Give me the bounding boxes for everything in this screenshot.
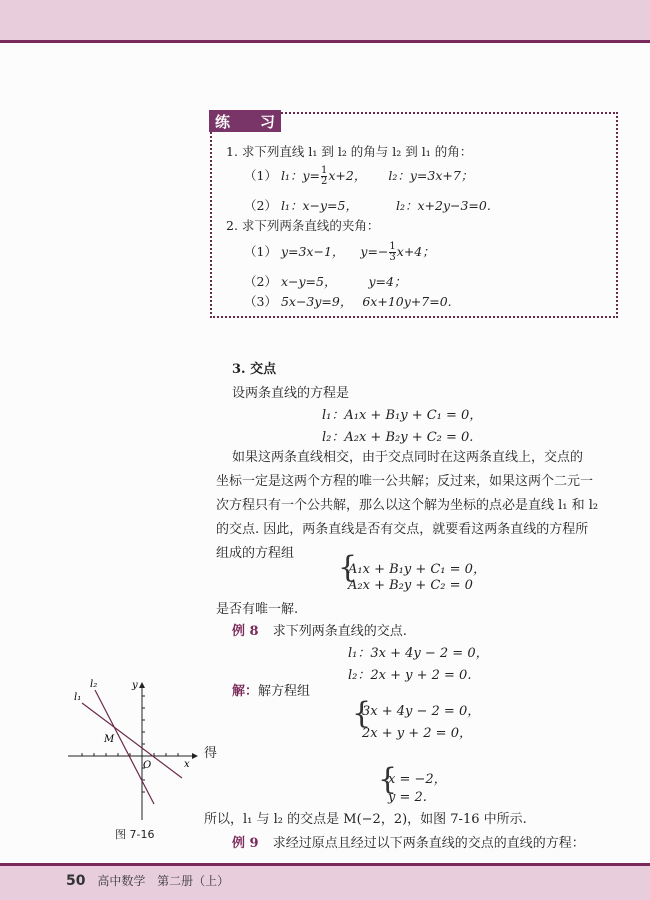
book-volume: 第二册（上） [157, 874, 230, 888]
example8-l1: l₁：3x + 4y − 2 = 0， [348, 646, 489, 661]
exercise-q2-item-1 [244, 242, 435, 263]
item-num: （3） [244, 294, 277, 309]
exercise-title-left: 练 [215, 112, 231, 131]
result-y: y = 2. [388, 790, 427, 805]
exercise-q1-item-2 [244, 196, 491, 214]
eq-part: l₂：y=3x+7； [388, 168, 474, 183]
exercise-q2-item-2 [244, 272, 406, 290]
label-x: x [184, 759, 190, 770]
eq-part: l₁：x−y=5， [280, 198, 358, 213]
eq-part: l₂：x+2y−3=0. [395, 198, 491, 213]
eq-part: y=3x−1， [280, 244, 345, 259]
example8-label: 例 8 [232, 624, 259, 639]
conclusion: 所以，l₁ 与 l₂ 的交点是 M(−2，2)，如图 7-16 中所示. [204, 812, 527, 827]
eq-part: 5x−3y=9， [280, 294, 353, 309]
example8-l2: l₂：2x + y + 2 = 0. [348, 668, 472, 683]
solution-label: 解： [232, 684, 259, 699]
eq-part: 6x+10y+7=0. [362, 294, 452, 309]
label-M: M [104, 734, 115, 745]
label-l1: l₁ [74, 692, 82, 703]
eq-part: x−y=5， [280, 274, 337, 289]
label-l2: l₂ [90, 679, 98, 690]
exercise-q2-label [226, 216, 379, 234]
item-num: （1） [244, 168, 277, 183]
figure-caption: 图 7-16 [115, 828, 155, 841]
eq-part: y=− [360, 244, 389, 259]
example9-text: 求经过原点且经过以下两条直线的交点的直线的方程： [272, 836, 585, 851]
eq-part: l₁：y= [280, 168, 320, 183]
item-num: （2） [244, 198, 277, 213]
solution-heading [232, 680, 310, 699]
paragraph-line: 的交点. 因此，两条直线是否有交点，就要看这两条直线的方程所 [216, 522, 589, 537]
top-band [0, 0, 650, 40]
system-eq-1: A₁x + B₁y + C₁ = 0， [348, 562, 486, 577]
paragraph-line: 坐标一定是这两个方程的唯一公共解；反过来，如果这两个二元一 [216, 474, 594, 489]
section-after: 是否有唯一解. [216, 602, 299, 617]
exercise-title-right: 习 [259, 112, 275, 131]
brace: { [338, 550, 358, 585]
brace: { [352, 696, 372, 731]
label-O: O [143, 760, 152, 771]
item-num: （2） [244, 274, 277, 289]
eq-part: y=4； [368, 274, 407, 289]
top-rule [0, 40, 650, 43]
label-y: y [132, 680, 138, 691]
q2-text: 2. 求下列两条直线的夹角： [226, 218, 380, 233]
eq-part: x+4； [396, 244, 435, 259]
brace: { [378, 762, 398, 797]
system-eq-2: A₂x + B₂y + C₂ = 0 [348, 578, 473, 593]
footer [66, 872, 237, 889]
q1-text: 1. 求下列直线 l₁ 到 l₂ 的角与 l₂ 到 l₁ 的角： [226, 144, 473, 159]
equation-l1: l₁：A₁x + B₁y + C₁ = 0， [322, 408, 483, 423]
figure-7-16 [60, 670, 210, 850]
section-intro: 设两条直线的方程是 [232, 386, 350, 401]
de-text: 得 [204, 746, 218, 761]
paragraph-line: 如果这两条直线相交，由于交点同时在这两条直线上，交点的 [232, 450, 584, 465]
eq-part: x+2， [328, 168, 367, 183]
example8-text: 求下列两条直线的交点. [272, 624, 407, 639]
exercise-q1-item-1 [244, 166, 473, 187]
example9-heading [232, 832, 585, 851]
fraction: $\frac{1}{3}$ [389, 241, 396, 263]
exercise-header [209, 110, 281, 132]
page-number: 50 [66, 873, 86, 889]
equation-l2: l₂：A₂x + B₂y + C₂ = 0. [322, 430, 474, 445]
item-num: （1） [244, 244, 277, 259]
result-x: x = −2， [388, 772, 447, 787]
example8-heading [232, 620, 407, 639]
example9-label: 例 9 [232, 836, 259, 851]
solution-text: 解方程组 [258, 684, 311, 699]
book-title: 高中数学 [97, 874, 146, 888]
exercise-q1-label [226, 142, 472, 160]
exercise-q2-item-3 [244, 292, 452, 310]
fraction: $\frac{1}{2}$ [320, 165, 328, 187]
paragraph-line: 次方程只有一个公共解，那么以这个解为坐标的点必是直线 l₁ 和 l₂ [216, 498, 599, 513]
solution-eq-1: 3x + 4y − 2 = 0， [362, 704, 481, 719]
section-heading: 3. 交点 [232, 362, 277, 377]
paragraph-line: 组成的方程组 [216, 546, 295, 561]
solution-eq-2: 2x + y + 2 = 0， [362, 726, 472, 741]
